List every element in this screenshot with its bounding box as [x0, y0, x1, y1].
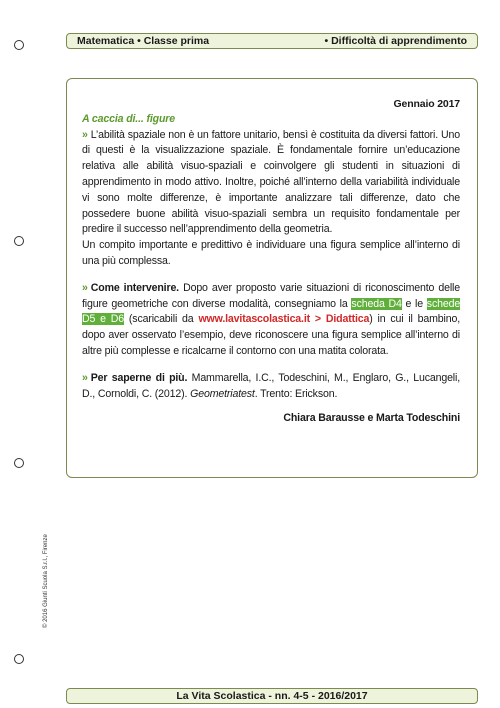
- how-label: Come intervenire.: [90, 281, 179, 294]
- references-paragraph: » Per saperne di più. Mammarella, I.C., Todeschini, M., Englaro, G., Lucangeli, D., Cornoldi, C. (2012). Geometriatest. Trento: Erickson.: [82, 371, 461, 400]
- article-date: Gennaio 2017: [393, 98, 460, 110]
- site-link[interactable]: www.lavitascolastica.it > Didattica: [198, 313, 370, 326]
- binder-hole-icon: [14, 654, 24, 664]
- arrow-bullet-icon: »: [82, 281, 88, 294]
- more-label: Per saperne di più.: [90, 371, 188, 384]
- how-to-paragraph: » Come intervenire. Dopo aver proposto varie situazioni di riconoscimento delle figure geometriche con diverse modalità, consegniamo la scheda D4 e le schede D5 e D6 (scaricabili da www.lavitascolastica.it > Didattica) in cui il bambino, dopo aver osservato l’esempio, deve riconoscere una figura semplice all’interno di altre più complesse e ricalcarne il contorno con una matita colorata.: [82, 281, 461, 357]
- binder-hole-icon: [14, 458, 24, 468]
- second-paragraph: Un compito importante e predittivo è individuare una figura semplice all’interno di una più complessa.: [82, 239, 460, 267]
- header-topic: • Difficoltà di apprendimento: [324, 35, 467, 47]
- article-title: A caccia di... figure: [82, 112, 176, 125]
- intro-paragraph: » L’abilità spaziale non è un fattore unitario, bensì è costituita da diversi fattori. Uno di questi è la visualizzazione spaziale. È fondamentale fornire un’educazione relativa alle abilità visuo-spaziali e coinvolgere gli studenti in situazioni di apprendimento in modo attivo. Inoltre, poiché all’interno della variabilità individuale vi sono molte differenze, è importante analizzare tali differenze, dato che possedere buone abilità visuo-spaziali sembra un requisito fondamentale per predire il successo nell’apprendimento della geometria.: [82, 128, 460, 236]
- footer-text: La Vita Scolastica - nn. 4-5 - 2016/2017: [176, 690, 368, 702]
- page-header: [66, 33, 478, 49]
- header-subject: Matematica • Classe prima: [77, 35, 210, 47]
- scheda-d4-link[interactable]: scheda D4: [351, 297, 402, 310]
- book-title: Geometriatest: [190, 387, 255, 400]
- schede-d5-d6-link[interactable]: schede D5 e D6: [82, 297, 461, 326]
- page-footer: [66, 688, 478, 704]
- copyright-notice: © 2016 Giunti Scuola S.r.l., Firenze: [43, 534, 49, 628]
- binder-hole-icon: [14, 236, 24, 246]
- arrow-bullet-icon: »: [82, 128, 88, 141]
- binder-hole-icon: [14, 40, 24, 50]
- article-authors: Chiara Barausse e Marta Todeschini: [283, 412, 460, 425]
- article-content: [82, 97, 460, 427]
- arrow-bullet-icon: »: [82, 371, 88, 384]
